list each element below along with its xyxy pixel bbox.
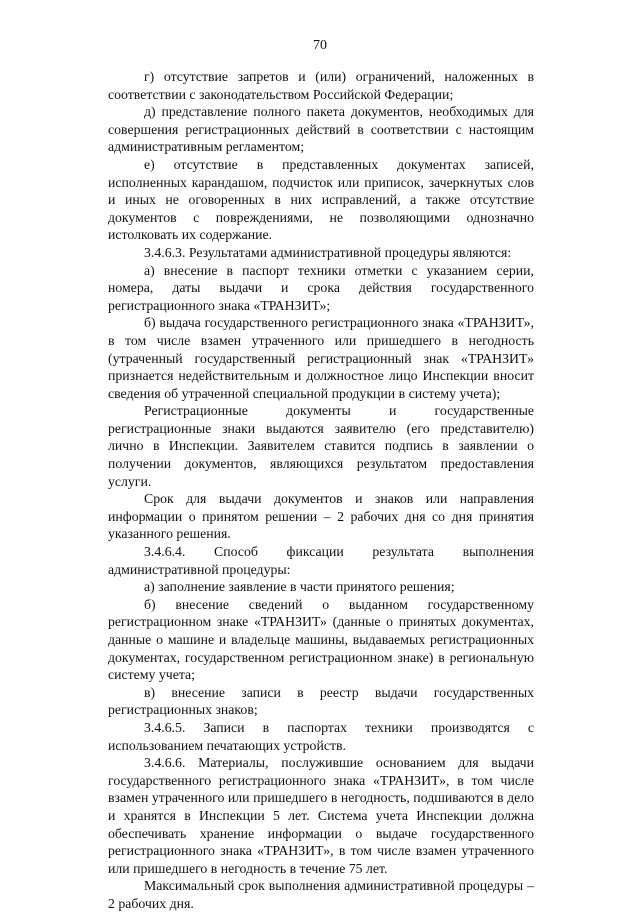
paragraph-item-b-records: б) внесение сведений о выданном государственному регистрационном знаке «ТРАНЗИТ» (данные о принятых документах, данные о машине и владельце машины, выдаваемых регистрационных документах, государственном регистрационном знаке) в региональную систему учета;: [108, 596, 534, 683]
paragraph-item-b-issue: б) выдача государственного регистрационного знака «ТРАНЗИТ», в том числе взамен утраченного или пришедшего в негодность (утраченный государственный регистрационный знак «ТРАНЗИТ» признается недействительным и должностное лицо Инспекции вносит сведения об утраченной специальной продукции в систему учета);: [108, 315, 534, 401]
paragraph-section-3-4-6-6: 3.4.6.6. Материалы, послужившие основанием для выдачи государственного регистрационного знака «ТРАНЗИТ», в том числе взамен утраченного или пришедшего в негодность, подшиваются в дело и хранятся в Инспекции 5 лет. Система учета Инспекции должна обеспечивать хранение информации о выдаче государственного регистрационного знака «ТРАНЗИТ», в том числе взамен утраченного или пришедшего в негодность в течение 75 лет.: [108, 755, 534, 876]
page-number: 70: [313, 38, 327, 53]
paragraph-item-a-application: а) заполнение заявление в части принятого решения;: [144, 579, 455, 595]
paragraph-item-a-passport: а) внесение в паспорт техники отметки с указанием серии, номера, даты выдачи и срока действия государственного регистрационного знака «ТРАНЗИТ»;: [108, 262, 534, 313]
paragraph-deadline: Срок для выдачи документов и знаков или направления информации о принятом решении – 2 рабочих дня со дня принятия указанного решения.: [108, 491, 534, 542]
paragraph-section-3-4-6-5: 3.4.6.5. Записи в паспортах техники производятся с использованием печатающих устройств.: [108, 719, 534, 753]
paragraph-section-3-4-6-3: 3.4.6.3. Результатами административной процедуры являются:: [144, 244, 512, 260]
paragraph-item-g: г) отсутствие запретов и (или) ограничений, наложенных в соответствии с законодательством Российской Федерации;: [108, 69, 534, 102]
paragraph-section-3-4-6-4: 3.4.6.4. Способ фиксации результата выполнения административной процедуры:: [108, 544, 534, 577]
paragraph-item-v-registry: в) внесение записи в реестр выдачи государственных регистрационных знаков;: [108, 684, 534, 718]
paragraph-item-e: е) отсутствие в представленных документах записей, исполненных карандашом, подчисток или приписок, зачеркнутых слов и иных не оговоренных в них исправлений, а также отсутствие документов с повреждениями, не позволяющими однозначно истолковать их содержание.: [108, 156, 534, 243]
document-body: [108, 68, 534, 913]
paragraph-item-d: д) представление полного пакета документов, необходимых для совершения регистрационных действий в соответствии с настоящим административным регламентом;: [108, 104, 534, 155]
paragraph-max-term: Максимальный срок выполнения административной процедуры – 2 рабочих дня.: [108, 878, 534, 911]
paragraph-documents-issued: Регистрационные документы и государственные регистрационные знаки выдаются заявителю (его представителю) лично в Инспекции. Заявителем ставится подпись в заявлении о получении документов, являющихся результатом предоставления услуги.: [108, 403, 534, 489]
